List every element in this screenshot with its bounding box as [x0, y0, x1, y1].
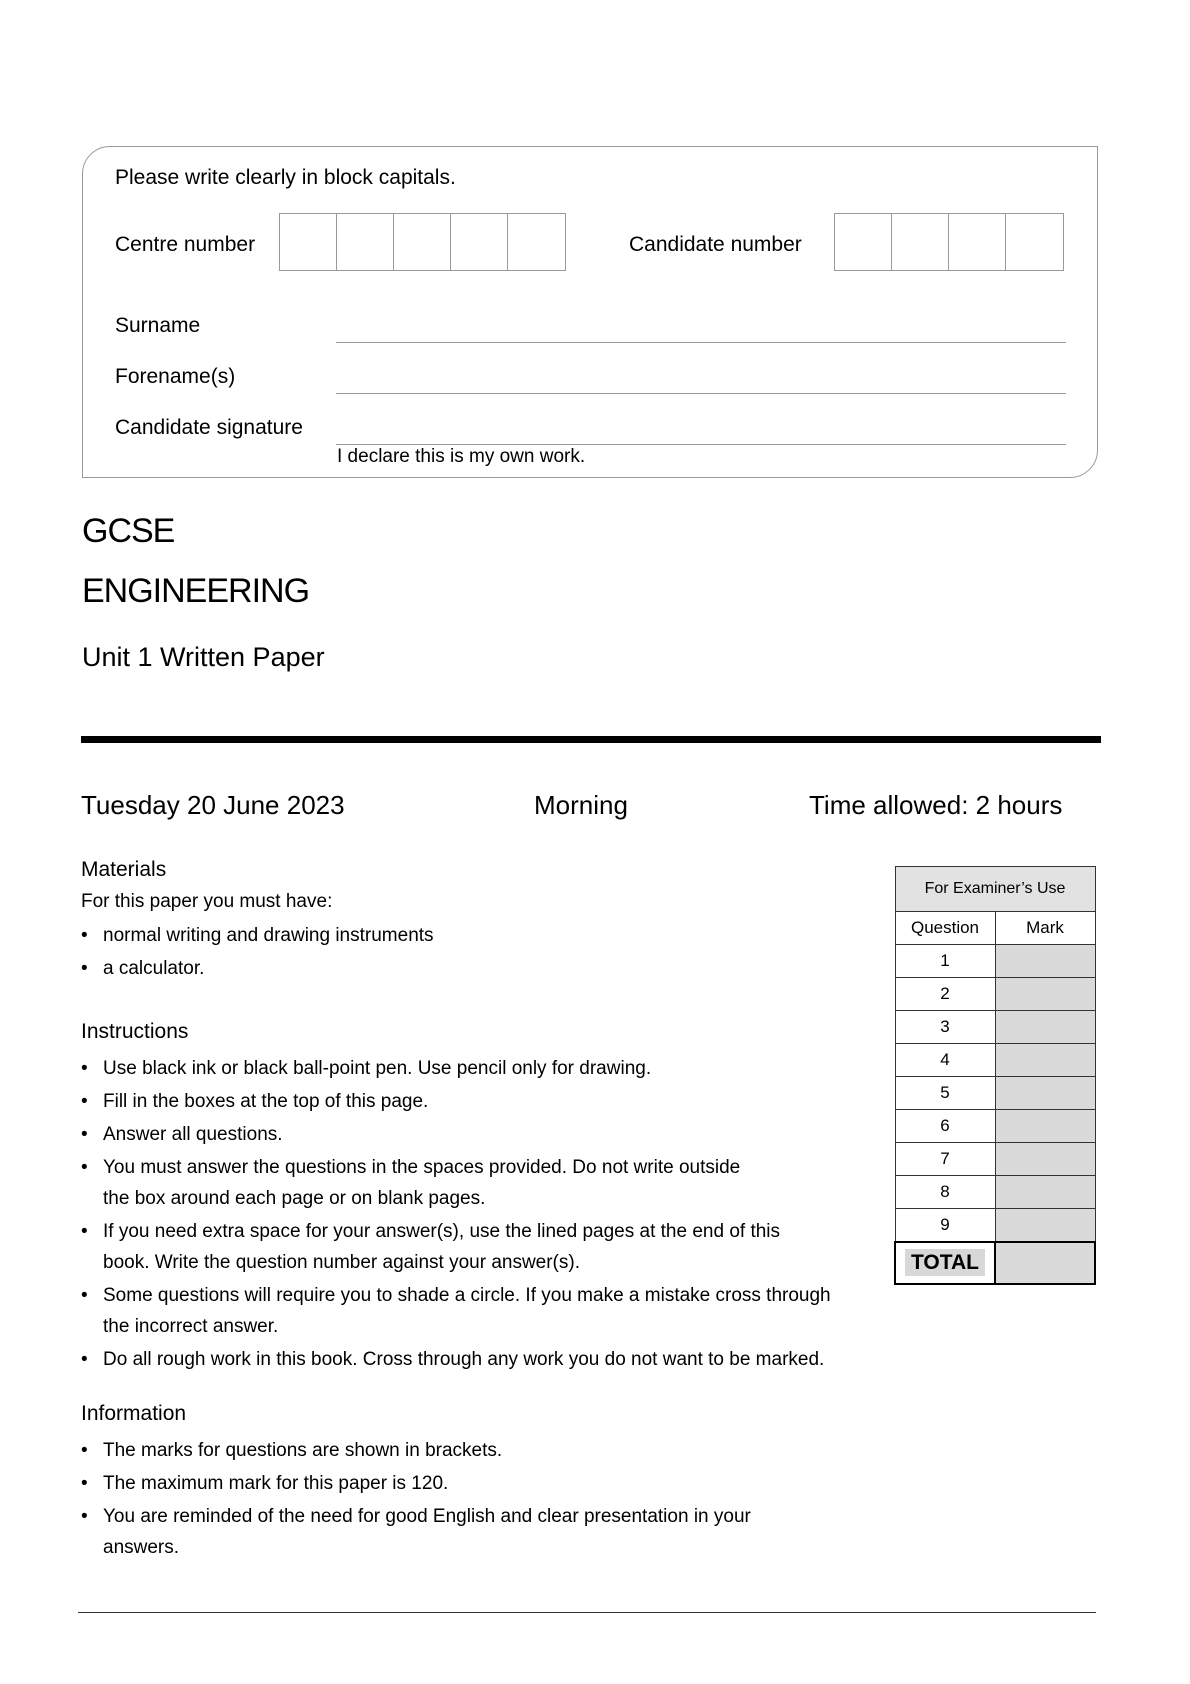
paper-title: Unit 1 Written Paper — [82, 642, 325, 672]
signature-field[interactable] — [336, 444, 1066, 445]
list-item: • Answer all questions. — [81, 1119, 841, 1150]
time-allowed: Time allowed: 2 hours — [809, 790, 1063, 820]
mark-column-header: Mark — [995, 912, 1095, 945]
mark-cell[interactable] — [995, 1143, 1095, 1176]
qualification-title: GCSE — [82, 512, 175, 550]
surname-label: Surname — [115, 314, 201, 337]
question-column-header: Question — [895, 912, 995, 945]
forenames-label: Forename(s) — [115, 365, 236, 388]
list-item: • You are reminded of the need for good English and clear presentation in your answers. — [81, 1501, 763, 1563]
list-item: • a calculator. — [81, 953, 841, 984]
centre-digit-box[interactable] — [337, 214, 394, 270]
table-row — [895, 1209, 1095, 1243]
total-row — [895, 1242, 1095, 1284]
question-number: 8 — [895, 1176, 995, 1209]
list-item: • Some questions will require you to shade a circle. If you make a mistake cross through the incorrect answer. — [81, 1280, 833, 1342]
list-item: • The marks for questions are shown in brackets. — [81, 1435, 841, 1466]
question-number: 7 — [895, 1143, 995, 1176]
mark-cell[interactable] — [995, 1209, 1095, 1243]
candidate-digit-box[interactable] — [1006, 214, 1063, 270]
question-number: 5 — [895, 1077, 995, 1110]
question-number: 4 — [895, 1044, 995, 1077]
section-divider — [81, 736, 1101, 743]
materials-list — [81, 920, 841, 986]
question-number: 1 — [895, 945, 995, 978]
signature-label: Candidate signature — [115, 416, 303, 439]
centre-number-label: Centre number — [115, 233, 256, 256]
question-number: 9 — [895, 1209, 995, 1243]
centre-digit-box[interactable] — [394, 214, 451, 270]
candidate-digit-box[interactable] — [949, 214, 1006, 270]
instructions-heading: Instructions — [81, 1020, 189, 1043]
centre-digit-box[interactable] — [280, 214, 337, 270]
mark-cell[interactable] — [995, 1011, 1095, 1044]
surname-field[interactable] — [336, 342, 1066, 343]
declaration-text: I declare this is my own work. — [337, 446, 586, 467]
table-row — [895, 1110, 1095, 1143]
table-row — [895, 1143, 1095, 1176]
table-row — [895, 1077, 1095, 1110]
candidate-number-label: Candidate number — [629, 233, 802, 256]
list-item: • You must answer the questions in the spaces provided. Do not write outside the box around each page or on blank pages. — [81, 1152, 753, 1214]
mark-cell[interactable] — [995, 1110, 1095, 1143]
question-number: 2 — [895, 978, 995, 1011]
table-row — [895, 1044, 1095, 1077]
exam-session: Morning — [534, 790, 628, 820]
information-list — [81, 1435, 841, 1565]
table-row — [895, 945, 1095, 978]
forenames-field[interactable] — [336, 393, 1066, 394]
candidate-digit-box[interactable] — [835, 214, 892, 270]
block-capitals-instruction: Please write clearly in block capitals. — [115, 166, 456, 189]
list-item: • The maximum mark for this paper is 120. — [81, 1468, 841, 1499]
candidate-number-boxes[interactable] — [834, 213, 1064, 271]
centre-number-boxes[interactable] — [279, 213, 566, 271]
centre-digit-box[interactable] — [451, 214, 508, 270]
question-number: 6 — [895, 1110, 995, 1143]
list-item: • normal writing and drawing instruments — [81, 920, 841, 951]
total-mark-cell[interactable] — [995, 1242, 1095, 1284]
instructions-list — [81, 1053, 841, 1377]
total-label-cell — [895, 1242, 995, 1284]
candidate-digit-box[interactable] — [892, 214, 949, 270]
examiner-table-title: For Examiner’s Use — [895, 867, 1095, 912]
table-row — [895, 1176, 1095, 1209]
mark-cell[interactable] — [995, 978, 1095, 1011]
question-number: 3 — [895, 1011, 995, 1044]
exam-date: Tuesday 20 June 2023 — [81, 790, 345, 820]
mark-cell[interactable] — [995, 945, 1095, 978]
table-row — [895, 1011, 1095, 1044]
list-item: • If you need extra space for your answer(s), use the lined pages at the end of this book. Write the question number against your answer(s). — [81, 1216, 813, 1278]
subject-title: ENGINEERING — [82, 572, 310, 610]
footer-divider — [78, 1612, 1096, 1613]
list-item: • Fill in the boxes at the top of this page. — [81, 1086, 841, 1117]
centre-digit-box[interactable] — [508, 214, 565, 270]
materials-heading: Materials — [81, 858, 167, 881]
total-label: TOTAL — [905, 1249, 985, 1276]
mark-cell[interactable] — [995, 1077, 1095, 1110]
table-row — [895, 978, 1095, 1011]
mark-cell[interactable] — [995, 1176, 1095, 1209]
list-item: • Use black ink or black ball-point pen. Use pencil only for drawing. — [81, 1053, 841, 1084]
mark-cell[interactable] — [995, 1044, 1095, 1077]
information-heading: Information — [81, 1402, 187, 1425]
list-item: • Do all rough work in this book. Cross through any work you do not want to be marked. — [81, 1344, 841, 1375]
examiner-marks-table — [894, 866, 1096, 1285]
materials-intro: For this paper you must have: — [81, 891, 333, 912]
